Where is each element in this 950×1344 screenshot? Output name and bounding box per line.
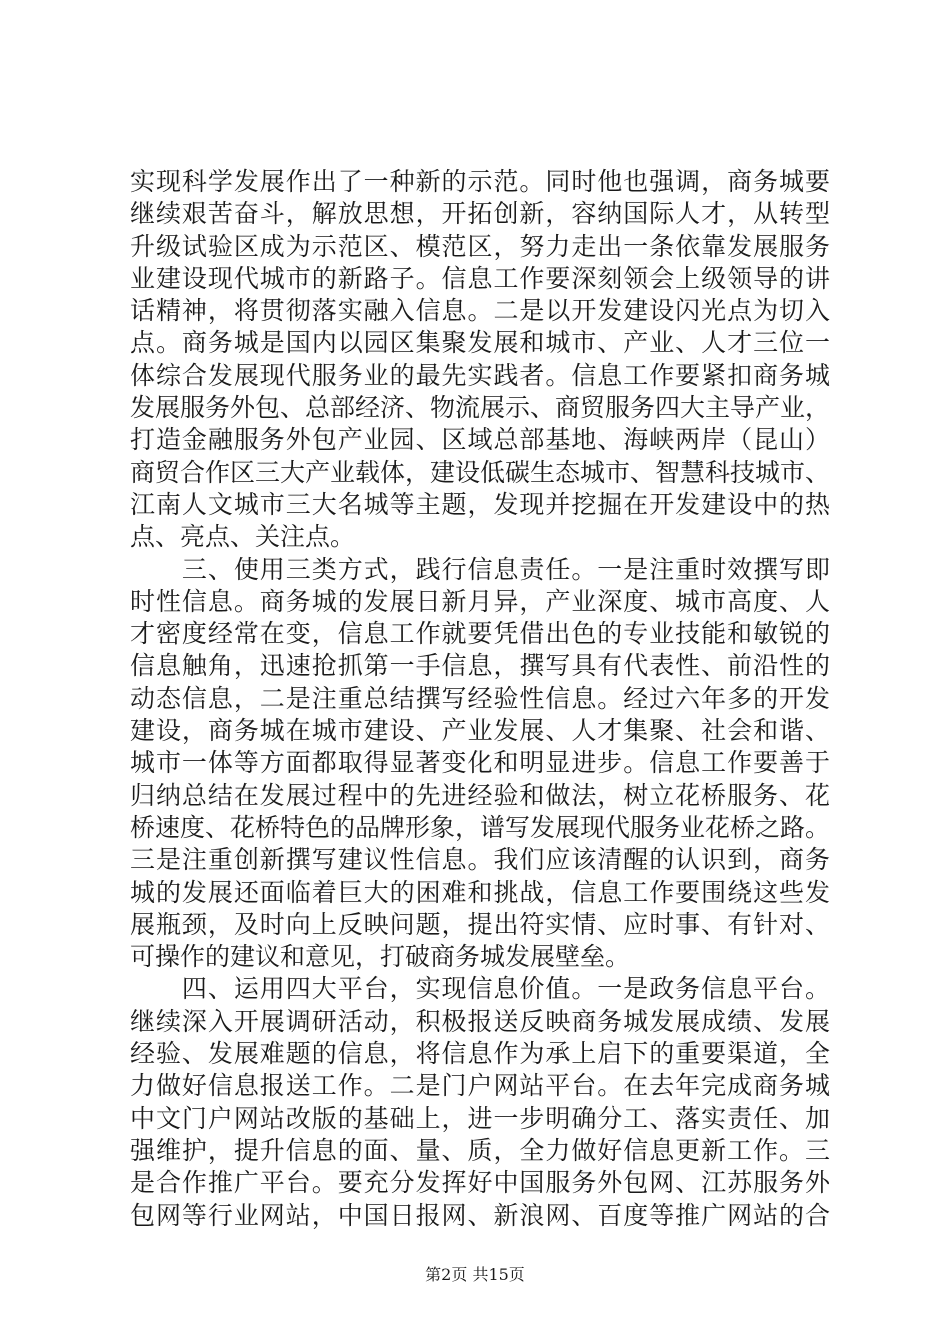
body-text <box>130 166 830 1232</box>
text-line: 江南人文城市三大名城等主题，发现并挖掘在开发建设中的热 <box>130 489 830 519</box>
text-line: 城的发展还面临着巨大的困难和挑战，信息工作要围绕这些发 <box>130 877 830 907</box>
text-line: 打造金融服务外包产业园、区域总部基地、海峡两岸（昆山） <box>130 425 830 455</box>
text-line: 业建设现代城市的新路子。信息工作要深刻领会上级领导的讲 <box>130 263 830 293</box>
page-footer: 第2页 共15页 <box>425 1265 525 1284</box>
text-line: 动态信息，二是注重总结撰写经验性信息。经过六年多的开发 <box>130 683 830 713</box>
text-line: 包网等行业网站，中国日报网、新浪网、百度等推广网站的合 <box>130 1200 830 1230</box>
text-line: 可操作的建议和意见，打破商务城发展壁垒。 <box>130 942 631 972</box>
text-line: 发展服务外包、总部经济、物流展示、商贸服务四大主导产业， <box>130 393 831 423</box>
text-line: 信息触角，迅速抢抓第一手信息，撰写具有代表性、前沿性的 <box>130 651 830 681</box>
text-line: 点。商务城是国内以园区集聚发展和城市、产业、人才三位一 <box>130 328 830 358</box>
text-line: 三、使用三类方式，践行信息责任。一是注重时效撰写即 <box>130 554 830 584</box>
text-line: 点、亮点、关注点。 <box>130 522 356 552</box>
text-line: 四、运用四大平台，实现信息价值。一是政务信息平台。 <box>130 974 830 1004</box>
text-line: 经验、发展难题的信息，将信息作为承上启下的重要渠道，全 <box>130 1039 830 1069</box>
text-line: 力做好信息报送工作。二是门户网站平台。在去年完成商务城 <box>130 1071 830 1101</box>
text-line: 建设，商务城在城市建设、产业发展、人才集聚、社会和谐、 <box>130 716 830 746</box>
text-line: 强维护，提升信息的面、量、质，全力做好信息更新工作。三 <box>130 1135 830 1165</box>
text-line: 继续深入开展调研活动，积极报送反映商务城发展成绩、发展 <box>130 1006 830 1036</box>
text-line: 实现科学发展作出了一种新的示范。同时他也强调，商务城要 <box>130 167 830 196</box>
text-line: 体综合发展现代服务业的最先实践者。信息工作要紧扣商务城 <box>130 360 830 390</box>
text-line: 继续艰苦奋斗，解放思想，开拓创新，容纳国际人才，从转型 <box>130 199 830 229</box>
text-line: 升级试验区成为示范区、模范区，努力走出一条依靠发展服务 <box>130 231 830 261</box>
text-line: 展瓶颈，及时向上反映问题，提出符实情、应时事、有针对、 <box>130 909 830 939</box>
text-line: 桥速度、花桥特色的品牌形象，谱写发展现代服务业花桥之路。 <box>130 812 831 842</box>
text-line: 城市一体等方面都取得显著变化和明显进步。信息工作要善于 <box>130 748 830 778</box>
text-line: 三是注重创新撰写建议性信息。我们应该清醒的认识到，商务 <box>130 845 830 875</box>
text-line: 归纳总结在发展过程中的先进经验和做法，树立花桥服务、花 <box>130 780 830 810</box>
text-line: 时性信息。商务城的发展日新月异，产业深度、城市高度、人 <box>130 586 830 616</box>
text-line: 才密度经常在变，信息工作就要凭借出色的专业技能和敏锐的 <box>130 619 830 649</box>
text-line: 话精神，将贯彻落实融入信息。二是以开发建设闪光点为切入 <box>130 296 830 326</box>
text-line: 商贸合作区三大产业载体，建设低碳生态城市、智慧科技城市、 <box>130 457 831 487</box>
text-line: 中文门户网站改版的基础上，进一步明确分工、落实责任、加 <box>130 1103 830 1133</box>
text-line: 是合作推广平台。要充分发挥好中国服务外包网、江苏服务外 <box>130 1168 830 1198</box>
